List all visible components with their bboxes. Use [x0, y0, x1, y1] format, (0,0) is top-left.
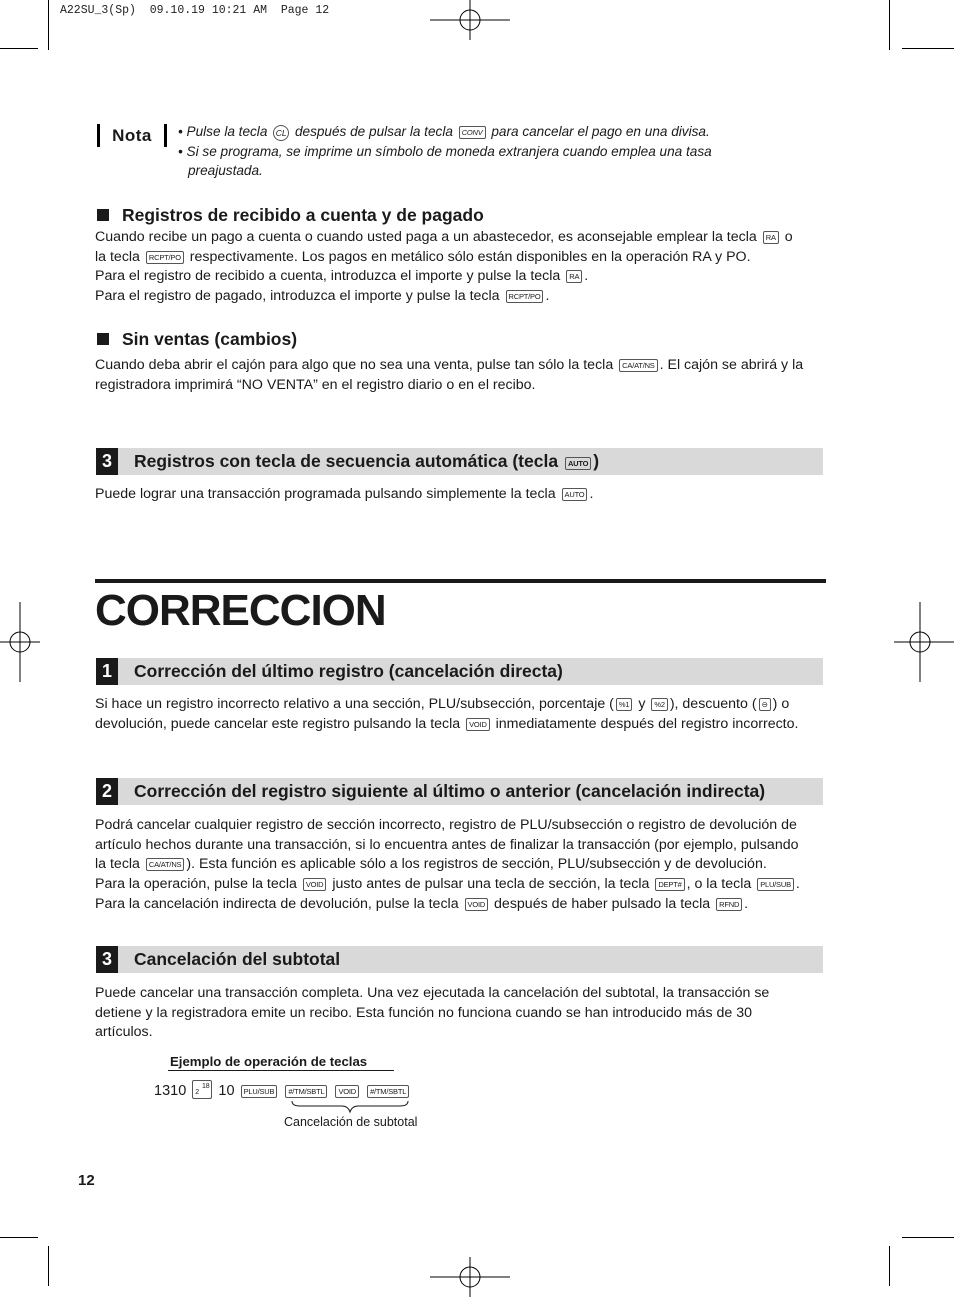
section-bar-subtotal: [96, 946, 823, 973]
section-title: Registros con tecla de secuencia automática (tecla AUTO ): [134, 451, 600, 471]
mult-key-icon: 218: [192, 1080, 212, 1099]
rcpt-po-key-icon: RCPT/PO: [146, 251, 184, 264]
dept-key-icon: DEPT#: [655, 878, 684, 891]
crop-mark-bl-v: [48, 1246, 49, 1286]
void-key-icon: VOID: [303, 878, 327, 891]
registration-mark-top: [430, 0, 510, 80]
print-slug: A22SU_3(Sp) 09.10.19 10:21 AM Page 12: [60, 4, 330, 17]
section-title: Cancelación del subtotal: [134, 949, 341, 969]
heading-no-sale: Sin ventas (cambios): [97, 329, 297, 350]
example-label-underline: [168, 1070, 394, 1071]
crop-mark-tl-h: [0, 48, 38, 49]
note-text: • Pulse la tecla CL después de pulsar la tecla CONV para cancelar el pago en una divisa. • Si se programa, se imprime un símbolo de moneda extranjera cuando emplea una tasa preajustada.: [178, 124, 712, 178]
void-key-icon: VOID: [466, 718, 490, 731]
ra-key-icon: RA: [566, 270, 582, 283]
tm-sbtl-key-icon: #/TM/SBTL: [367, 1085, 409, 1098]
ca-at-ns-key-icon: CA/AT/NS: [619, 359, 657, 372]
auto-paragraph: Puede lograr una transacción programada pulsando simplemente la tecla AUTO .: [95, 486, 594, 502]
note-badge-label: Nota: [112, 126, 152, 145]
example-label: Ejemplo de operación de teclas: [170, 1054, 368, 1069]
pct2-key-icon: %2: [651, 698, 667, 711]
section-bar-auto: [96, 448, 823, 475]
section-bar-indirect: [96, 778, 823, 805]
section-title: Corrección del registro siguiente al último o anterior (cancelación indirecta): [134, 781, 766, 801]
page-number: 12: [78, 1172, 95, 1189]
conv-key-icon: CONV: [459, 126, 486, 139]
section-bar-direct: [96, 658, 823, 685]
void-key-icon: VOID: [465, 898, 489, 911]
crop-mark-tl-v: [48, 0, 49, 50]
crop-mark-tr-v: [889, 0, 890, 50]
brace-icon: [290, 1100, 410, 1114]
section-number: 1: [96, 658, 118, 685]
section-title: Corrección del último registro (cancelación directa): [134, 661, 563, 681]
plu-sub-key-icon: PLU/SUB: [757, 878, 794, 891]
crop-mark-tr-h: [902, 48, 954, 49]
tm-sbtl-key-icon: #/TM/SBTL: [285, 1085, 327, 1098]
no-sale-paragraph: Cuando deba abrir el cajón para algo que no sea una venta, pulse tan sólo la tecla CA/AT/NS . El cajón se abrirá y la registradora imprimirá “NO VENTA” en el registro diario o en el recibo.: [95, 357, 804, 393]
auto-key-icon: AUTO: [562, 488, 588, 501]
section-number: 3: [96, 946, 118, 973]
ra-key-icon: RA: [763, 231, 779, 244]
registration-mark-bottom: [430, 1228, 510, 1308]
title-rule: [95, 579, 826, 583]
example-caption: Cancelación de subtotal: [284, 1115, 418, 1129]
ra-po-paragraph: Cuando recibe un pago a cuenta o cuando usted paga a un abastecedor, es aconsejable emplear la tecla RA o la tecla RCPT/PO respectivamente. Los pagos en metálico sólo están disponibles en la operación RA y PO. Para el registro de recibido a cuenta, introduzca el importe y pulse la tecla RA . Para el registro de pagado, introduzca el importe y pulse la tecla RCPT/PO .: [95, 229, 793, 305]
ca-at-ns-key-icon: CA/AT/NS: [146, 858, 184, 871]
note-badge: [97, 124, 167, 147]
crop-mark-bl-h: [0, 1237, 38, 1238]
cl-key-icon: CL: [273, 125, 289, 141]
pct1-key-icon: %1: [616, 698, 632, 711]
minus-key-icon: ⊖: [759, 698, 771, 711]
rfnd-key-icon: RFND: [716, 898, 742, 911]
plu-sub-key-icon: PLU/SUB: [241, 1085, 278, 1098]
void-key-icon: VOID: [335, 1085, 359, 1098]
crop-mark-br-h: [902, 1237, 954, 1238]
direct-paragraph: Si hace un registro incorrecto relativo a una sección, PLU/subsección, porcentaje ( %1 y %2 ), descuento ( ⊖ ) o devolución, puede cancelar este registro pulsando la tecla VOID inmediatamente después del registro incorrecto.: [95, 696, 799, 732]
page-title: CORRECCION: [95, 586, 386, 635]
registration-mark-right: [894, 602, 954, 682]
crop-mark-br-v: [889, 1246, 890, 1286]
rcpt-po-key-icon: RCPT/PO: [506, 290, 544, 303]
registration-mark-left: [0, 602, 80, 682]
section-number: 2: [96, 778, 118, 805]
indirect-paragraph: Podrá cancelar cualquier registro de sección incorrecto, registro de PLU/subsección o registro de devolución de artículo hechos durante una transacción, si lo encuentra antes de finalizar la transacción (por ejemplo, pulsando la tecla CA/AT/NS ). Esta función es aplicable sólo a los registros de sección, PLU/subsección y de devolución. Para la operación, pulse la tecla VOID justo antes de pulsar una tecla de sección, la tecla DEPT# , o la tecla PLU/SUB . Para la cancelación indirecta de devolución, pulse la tecla VOID después de haber pulsado la tecla RFND .: [95, 817, 800, 912]
subtotal-paragraph: Puede cancelar una transacción completa. Una vez ejecutada la cancelación del subtotal, la transacción se detiene y la registradora emite un recibo. Esta función no funciona cuando se han introducido más de 30 artículos.: [95, 985, 770, 1041]
section-number: 3: [96, 448, 118, 475]
square-bullet-icon: [97, 333, 109, 345]
heading-ra-po: Registros de recibido a cuenta y de pagado: [97, 205, 484, 226]
square-bullet-icon: [97, 209, 109, 221]
example-key-sequence: 1310 218 10 PLU/SUB #/TM/SBTL VOID #/TM/SBTL: [154, 1080, 411, 1099]
auto-key-icon: AUTO: [565, 457, 591, 470]
